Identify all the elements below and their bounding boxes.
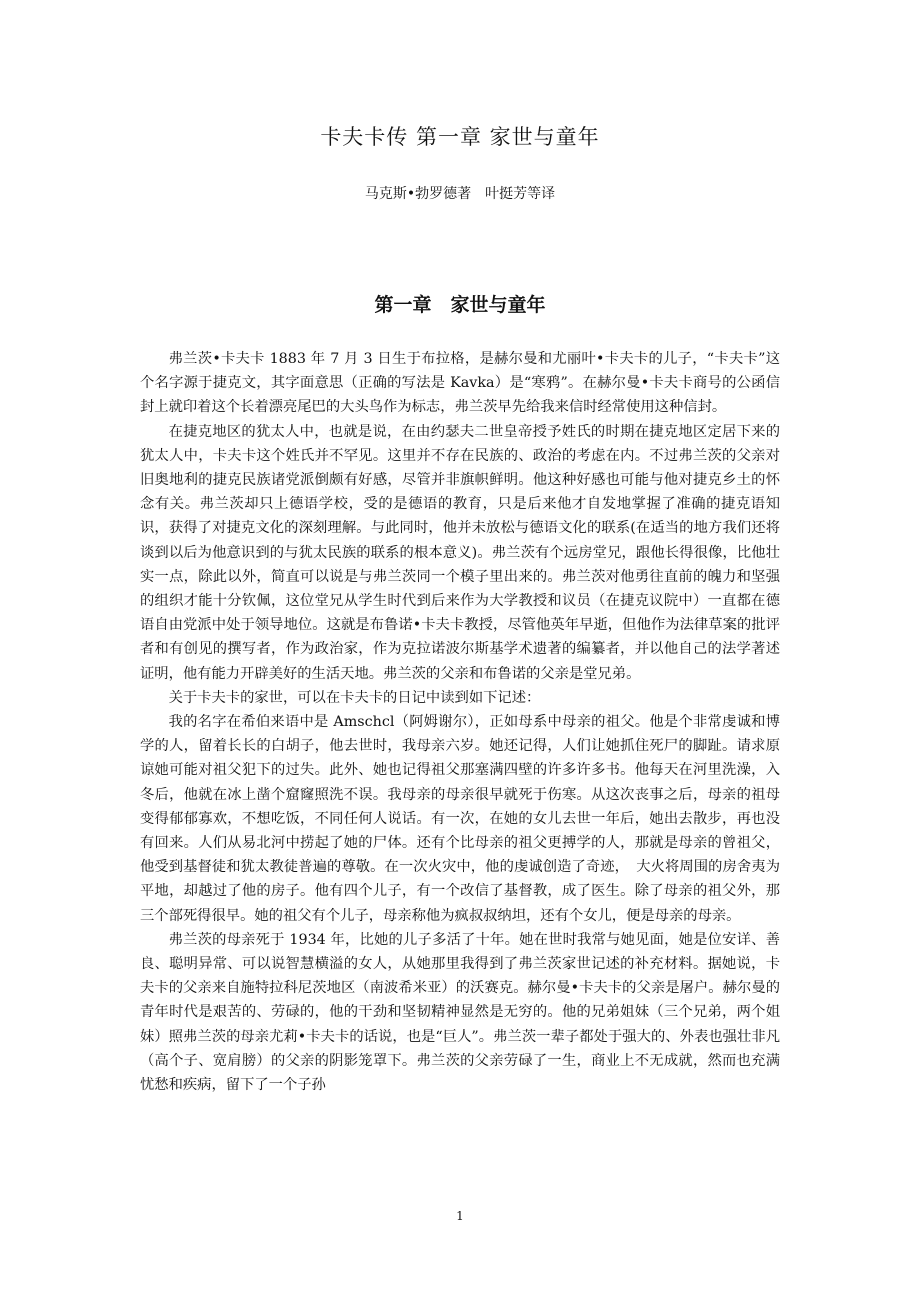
chapter-heading: 第一章 家世与童年 (374, 294, 546, 316)
paragraph: 关于卡夫卡的家世，可以在卡夫卡的日记中读到如下记述： (168, 689, 541, 706)
paragraph: 在捷克地区的犹太人中，也就是说，在由约瑟夫二世皇帝授予姓氏的时期在捷克地区定居下来的犹太人中，卡夫卡这个姓氏并不罕见。这里并不存在民族的、政治的考虑在内。不过弗兰茨的父亲对旧奥地利的捷克民族诸党派倒颇有好感，尽管并非旗帜鲜明。他这种好感也可能与他对捷克乡土的怀念有关。弗兰茨却只上德语学校，受的是德语的教育，只是后来他才自发地掌握了准确的捷克语知识，获得了对捷克文化的深刻理解。与此同时，他并未放松与德语文化的联系(在适当的地方我们还将谈到以后为他意识到的与犹太民族的联系的根本意义)。弗兰茨有个远房堂兄，跟他长得很像，比他壮实一点，除此以外，简直可以说是与弗兰茨同一个模子里出来的。弗兰茨对他勇往直前的魄力和坚强的组织才能十分钦佩，这位堂兄从学生时代到后来作为大学教授和议员（在捷克议院中）一直都在德语自由党派中处于领导地位。这就是布鲁诺•卡夫卡教授，尽管他英年早逝，但他作为法律草案的批评者和有创见的撰写者，作为政治家，作为克拉诺波尔斯基学术遗著的编纂者，并以他自己的法学著述证明，他有能力开辟美好的生活天地。弗兰茨的父亲和布鲁诺的父亲是堂兄弟。 (140, 423, 780, 682)
body-text (140, 347, 780, 1097)
page-number: 1 (456, 1209, 464, 1223)
paragraph: 我的名字在希伯来语中是 Amschcl（阿姆谢尔），正如母系中母亲的祖父。他是个非常虔诚和博学的人，留着长长的白胡子，他去世时，我母亲六岁。她还记得，人们让她抓住死尸的脚趾。请求原谅她可能对祖父犯下的过失。此外、她也记得祖父那塞满四壁的许多许多书。他每天在河里洗澡，入冬后，他就在冰上凿个窟窿照洗不误。我母亲的母亲很早就死于伤寒。从这次丧事之后，母亲的祖母变得郁郁寡欢，不想吃饭，不同任何人说话。有一次，在她的女儿去世一年后，她出去散步，再也没有回来。人们从易北河中捞起了她的尸体。还有个比母亲的祖父更搏学的人，那就是母亲的曾祖父，他受到基督徒和犹太教徒普遍的尊敬。在一次火灾中，他的虔诚创造了奇迹， 大火将周围的房舍夷为平地，却越过了他的房子。他有四个儿子，有一个改信了基督教，成了医生。除了母亲的祖父外，那三个部死得很早。她的祖父有个儿子，母亲称他为疯叔叔纳坦，还有个女儿，便是母亲的母亲。 (140, 714, 780, 924)
document-title: 卡夫卡传 第一章 家世与童年 (320, 125, 600, 149)
paragraph: 弗兰茨的母亲死于 1934 年，比她的儿子多活了十年。她在世时我常与她见面，她是位安详、善良、聪明异常、可以说智慧横溢的女人，从她那里我得到了弗兰茨家世记述的补充材料。据她说，卡夫卡的父亲来自施特拉科尼茨地区（南波希米亚）的沃赛克。赫尔曼•卡夫卡的父亲是屠户。赫尔曼的青年时代是艰苦的、劳碌的，他的干劲和坚韧精神显然是无穷的。他的兄弟姐妹（三个兄弟，两个姐妹）照弗兰茨的母亲尤莉•卡夫卡的话说，也是“巨人”。弗兰茨一辈子都处于强大的、外表也强壮非凡（高个子、宽肩膀）的父亲的阴影笼罩下。弗兰茨的父亲劳碌了一生，商业上不无成就，然而也充满忧愁和疾病，留下了一个子孙 (140, 931, 780, 1094)
author-translator-line: 马克斯•勃罗德著 叶挺芳等译 (364, 186, 556, 202)
paragraph: 弗兰茨•卡夫卡 1883 年 7 月 3 日生于布拉格，是赫尔曼和尤丽叶•卡夫卡的儿子，“卡夫卡”这个名字源于捷克文，其字面意思（正确的写法是 Kavka）是“寒鸦”。在赫尔曼•卡夫卡商号的公函信封上就印着这个长着漂亮尾巴的大头鸟作为标志，弗兰茨早先给我来信时经常使用这种信封。 (140, 351, 780, 416)
